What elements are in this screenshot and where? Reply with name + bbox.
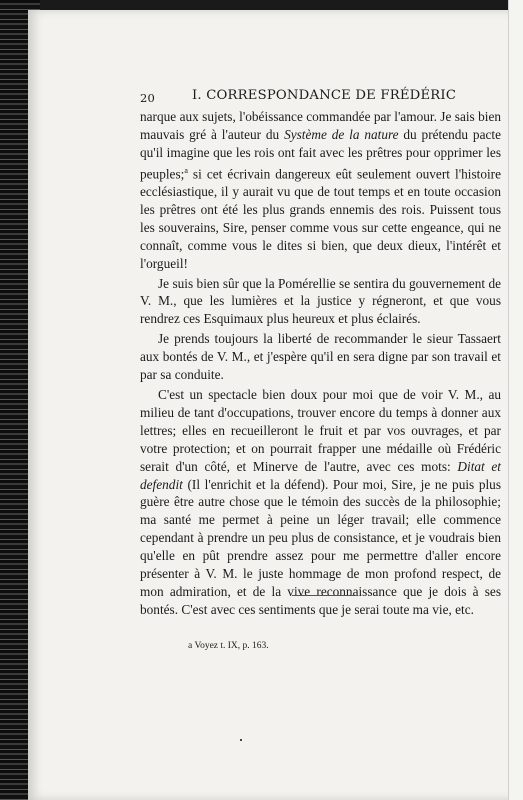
scan-speck [240, 739, 242, 741]
text-run: narque aux sujets, l'obéissance commandée par l'amour. Je sais bien mauvais gré à l'auteur du [140, 109, 501, 142]
letter-body [140, 108, 501, 619]
paragraph [140, 275, 501, 329]
text-run: Je prends toujours la liberté de recommander le sieur Tassaert aux bontés de V. M., et j'espère qu'il en sera digne par son travail et par sa conduite. [140, 331, 501, 383]
adjacent-page-edge [508, 0, 523, 800]
page-number: 20 [140, 91, 156, 105]
text-run: Je suis bien sûr que la Pomérellie se sentira du gouvernement de V. M., que les lumières et la justice y régneront, et que vous rendrez ces Esquimaux plus heureux et plus éclairés. [140, 275, 501, 327]
text-run: du prétendu pacte qu'il imagine que les rois ont fait avec les prêtres pour opprimer les peuples; [140, 126, 501, 182]
running-title: I. CORRESPONDANCE DE FRÉDÉRIC [192, 88, 457, 103]
italic-title: Ditat et defendit [140, 458, 501, 492]
footnote-text: Voyez t. IX, p. 163. [194, 641, 269, 651]
footnote-mark: a [188, 641, 193, 651]
text-run: C'est un spectacle bien doux pour moi que de voir V. M., au milieu de tant d'occupations, trouver encore du temps à donner aux lettres; elles en recueilleront le fruit et par vos ouvrages, et par votre protection; et on pourrait frapper une médaille où Frédéric serait d'un côté, et Minerve de l'autre, avec ces mots: [140, 387, 501, 474]
italic-title: Système de la nature [284, 126, 399, 142]
paragraph [140, 108, 501, 273]
paragraph [140, 330, 501, 384]
text-run: si cet écrivain dangereux eût seulement ouvert l'histoire ecclésiastique, il y aurait vu que de tout temps et en toute occasion les prêtres ont été les plus grands ennemis des rois. Puissent tous les souverains, Sire, penser comme vous sur cette engeance, qui ne connaît, comme vous le dites si bien, que deux dieux, l'intérêt et l'orgueil! [140, 166, 501, 271]
page-header [140, 88, 500, 108]
paragraph [140, 386, 501, 619]
footnote-reference: a [184, 165, 188, 175]
footnote-rule [292, 595, 354, 596]
text-run: (Il l'enrichit et la défend). Pour moi, Sire, je ne puis plus guère être autre chose que le témoin des succès de la philosophie; ma santé me permet à peine un léger travail; elle commence cependant à prendre un peu plus de consistance, et je voudrais bien qu'elle en pût prendre assez pour me permettre d'aller encore présenter à V. M. le juste hommage de mon profond respect, de mon admiration, et de la vive reconnaissance que je dois à ses bontés. C'est avec ces sentiments que je serai toute ma vie, etc. [140, 476, 501, 617]
footnote [188, 641, 448, 651]
